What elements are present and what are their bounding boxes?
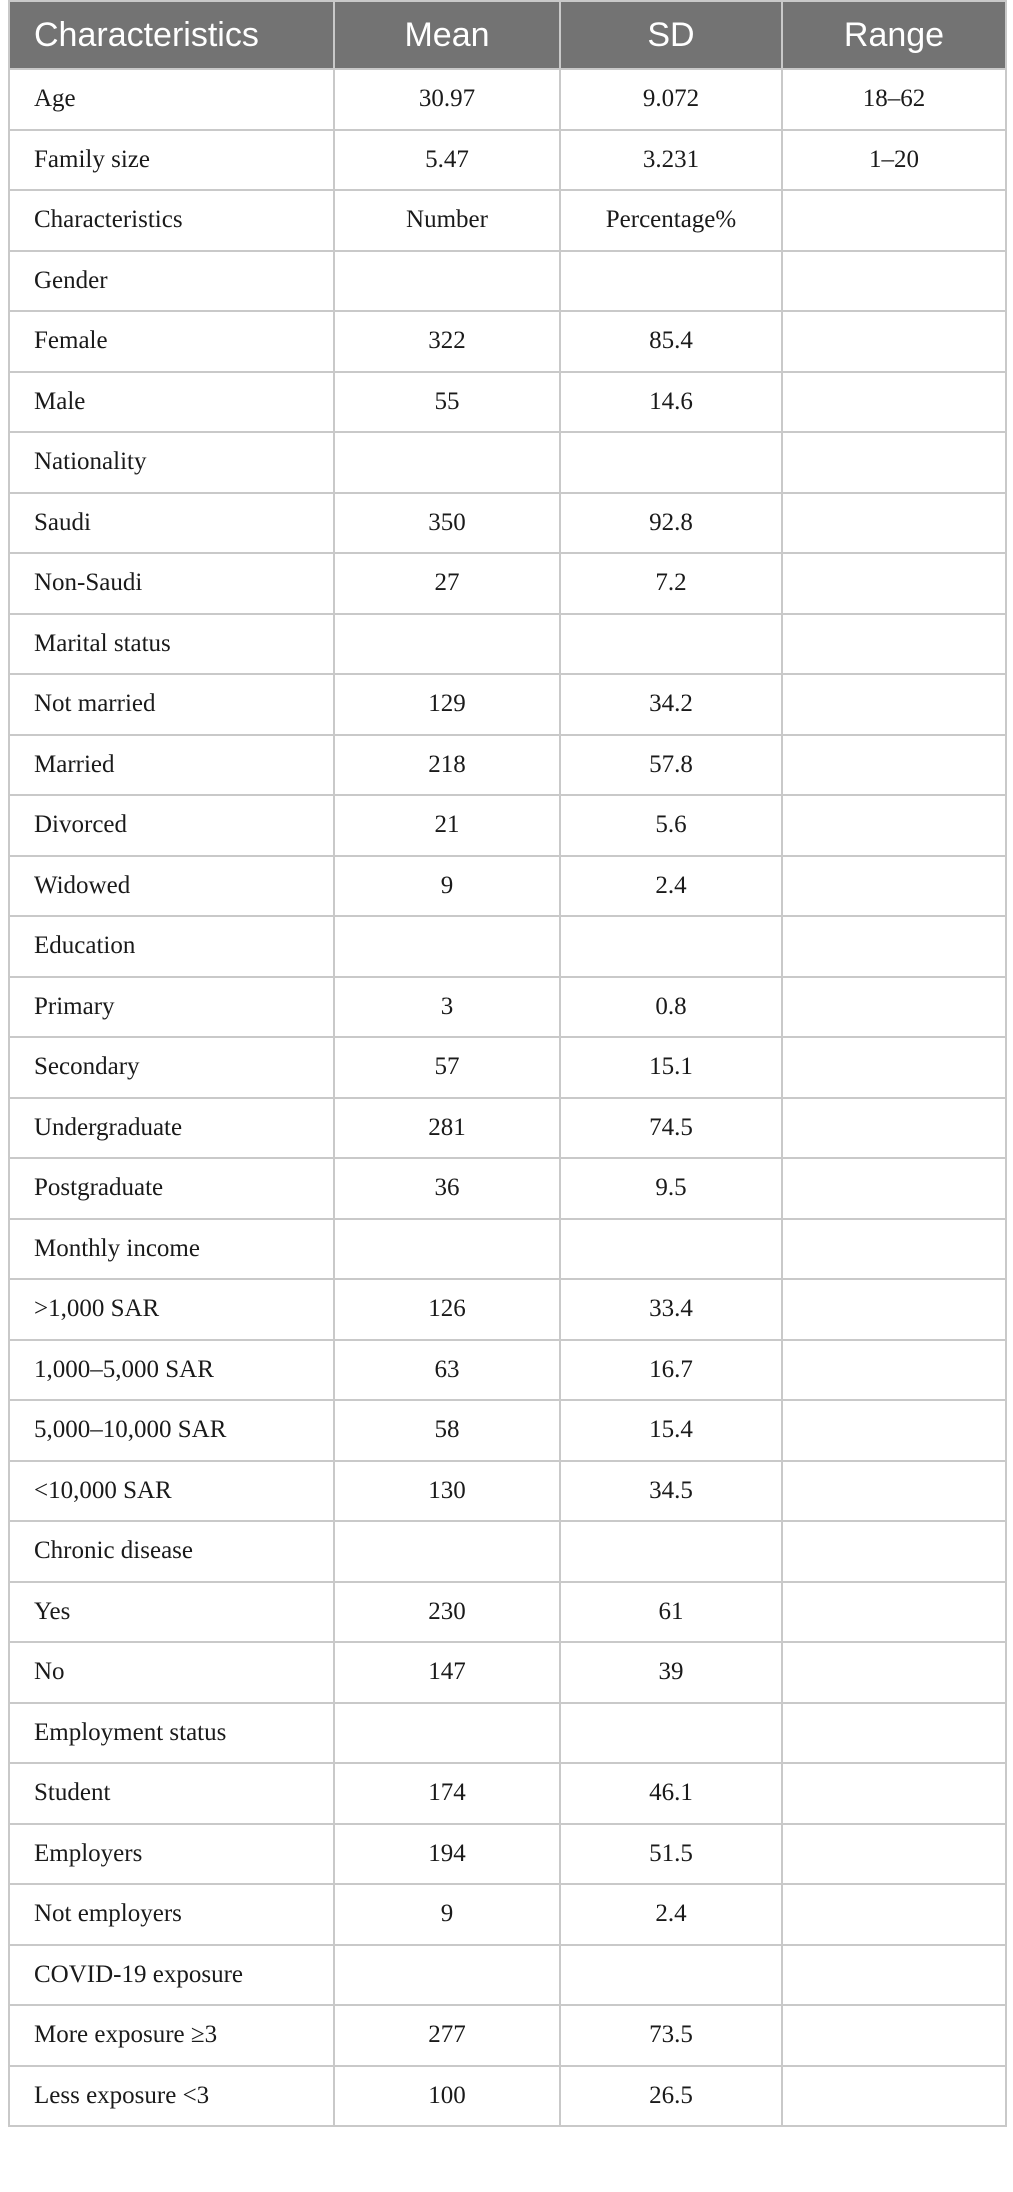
cell-characteristic: Education bbox=[9, 916, 334, 977]
cell-value-2 bbox=[560, 251, 782, 312]
cell-characteristic: Postgraduate bbox=[9, 1158, 334, 1219]
cell-value-2: 51.5 bbox=[560, 1824, 782, 1885]
cell-value-2: 16.7 bbox=[560, 1340, 782, 1401]
cell-characteristic: Employment status bbox=[9, 1703, 334, 1764]
cell-value-3 bbox=[782, 674, 1006, 735]
table-row bbox=[9, 1158, 1006, 1219]
cell-value-2: 0.8 bbox=[560, 977, 782, 1038]
cell-value-1 bbox=[334, 1219, 560, 1280]
cell-value-1: 27 bbox=[334, 553, 560, 614]
cell-value-3 bbox=[782, 1521, 1006, 1582]
table-row bbox=[9, 674, 1006, 735]
table-row bbox=[9, 1400, 1006, 1461]
table-header bbox=[9, 1, 1006, 69]
cell-value-2: 46.1 bbox=[560, 1763, 782, 1824]
cell-characteristic: Widowed bbox=[9, 856, 334, 917]
cell-value-2 bbox=[560, 432, 782, 493]
table-row bbox=[9, 614, 1006, 675]
table-row bbox=[9, 1461, 1006, 1522]
cell-value-1 bbox=[334, 432, 560, 493]
cell-value-2: 14.6 bbox=[560, 372, 782, 433]
cell-value-3 bbox=[782, 1037, 1006, 1098]
cell-value-2 bbox=[560, 916, 782, 977]
cell-value-2: 3.231 bbox=[560, 130, 782, 191]
cell-characteristic: Employers bbox=[9, 1824, 334, 1885]
cell-characteristic: Divorced bbox=[9, 795, 334, 856]
table-row bbox=[9, 1884, 1006, 1945]
cell-value-1: 194 bbox=[334, 1824, 560, 1885]
table-row bbox=[9, 856, 1006, 917]
table-row bbox=[9, 1037, 1006, 1098]
cell-characteristic: Nationality bbox=[9, 432, 334, 493]
cell-value-3 bbox=[782, 1098, 1006, 1159]
cell-value-2: 73.5 bbox=[560, 2005, 782, 2066]
table-row bbox=[9, 916, 1006, 977]
cell-value-1: 174 bbox=[334, 1763, 560, 1824]
cell-value-1: 126 bbox=[334, 1279, 560, 1340]
table-row bbox=[9, 190, 1006, 251]
cell-value-3 bbox=[782, 916, 1006, 977]
cell-characteristic: No bbox=[9, 1642, 334, 1703]
cell-value-3 bbox=[782, 251, 1006, 312]
table-row bbox=[9, 1521, 1006, 1582]
cell-characteristic: Secondary bbox=[9, 1037, 334, 1098]
cell-characteristic: Saudi bbox=[9, 493, 334, 554]
cell-value-1: 9 bbox=[334, 1884, 560, 1945]
cell-value-3: 1–20 bbox=[782, 130, 1006, 191]
cell-characteristic: Not employers bbox=[9, 1884, 334, 1945]
cell-value-3 bbox=[782, 1400, 1006, 1461]
header-range: Range bbox=[782, 1, 1006, 69]
cell-value-2 bbox=[560, 1703, 782, 1764]
cell-value-2: 15.1 bbox=[560, 1037, 782, 1098]
table-row bbox=[9, 1824, 1006, 1885]
cell-value-3 bbox=[782, 614, 1006, 675]
table-row bbox=[9, 493, 1006, 554]
cell-value-1: 281 bbox=[334, 1098, 560, 1159]
cell-value-2: 74.5 bbox=[560, 1098, 782, 1159]
cell-value-2: 9.072 bbox=[560, 69, 782, 130]
cell-value-3 bbox=[782, 1340, 1006, 1401]
table-row bbox=[9, 69, 1006, 130]
cell-value-3 bbox=[782, 1945, 1006, 2006]
cell-value-2: 39 bbox=[560, 1642, 782, 1703]
cell-value-1: 5.47 bbox=[334, 130, 560, 191]
cell-value-1 bbox=[334, 251, 560, 312]
cell-value-3 bbox=[782, 1824, 1006, 1885]
cell-value-1 bbox=[334, 1703, 560, 1764]
cell-value-3 bbox=[782, 311, 1006, 372]
cell-value-3 bbox=[782, 553, 1006, 614]
table-row bbox=[9, 553, 1006, 614]
table-row bbox=[9, 1340, 1006, 1401]
cell-value-2: 34.2 bbox=[560, 674, 782, 735]
table-row bbox=[9, 130, 1006, 191]
cell-value-3 bbox=[782, 372, 1006, 433]
cell-characteristic: Married bbox=[9, 735, 334, 796]
header-mean: Mean bbox=[334, 1, 560, 69]
cell-value-2: Percentage% bbox=[560, 190, 782, 251]
cell-characteristic: Characteristics bbox=[9, 190, 334, 251]
cell-value-1: 218 bbox=[334, 735, 560, 796]
cell-value-2 bbox=[560, 1521, 782, 1582]
cell-value-3 bbox=[782, 1703, 1006, 1764]
table-row bbox=[9, 1945, 1006, 2006]
cell-value-3 bbox=[782, 735, 1006, 796]
table-row bbox=[9, 1219, 1006, 1280]
cell-value-3 bbox=[782, 432, 1006, 493]
cell-value-1: 350 bbox=[334, 493, 560, 554]
cell-value-1: 147 bbox=[334, 1642, 560, 1703]
cell-characteristic: Family size bbox=[9, 130, 334, 191]
cell-value-2: 2.4 bbox=[560, 1884, 782, 1945]
cell-value-3 bbox=[782, 977, 1006, 1038]
cell-characteristic: >1,000 SAR bbox=[9, 1279, 334, 1340]
cell-characteristic: Non-Saudi bbox=[9, 553, 334, 614]
cell-value-1: 21 bbox=[334, 795, 560, 856]
cell-characteristic: 1,000–5,000 SAR bbox=[9, 1340, 334, 1401]
cell-value-1 bbox=[334, 916, 560, 977]
cell-value-2: 5.6 bbox=[560, 795, 782, 856]
cell-value-1: 277 bbox=[334, 2005, 560, 2066]
cell-value-3 bbox=[782, 1158, 1006, 1219]
cell-value-1: 57 bbox=[334, 1037, 560, 1098]
table-row bbox=[9, 1279, 1006, 1340]
table-row bbox=[9, 1763, 1006, 1824]
cell-characteristic: <10,000 SAR bbox=[9, 1461, 334, 1522]
cell-value-3 bbox=[782, 1279, 1006, 1340]
header-sd: SD bbox=[560, 1, 782, 69]
characteristics-table bbox=[8, 0, 1007, 2127]
cell-characteristic: Monthly income bbox=[9, 1219, 334, 1280]
table-row bbox=[9, 311, 1006, 372]
cell-characteristic: Yes bbox=[9, 1582, 334, 1643]
cell-value-1: 36 bbox=[334, 1158, 560, 1219]
cell-characteristic: Gender bbox=[9, 251, 334, 312]
cell-value-1: 58 bbox=[334, 1400, 560, 1461]
table-row bbox=[9, 1642, 1006, 1703]
cell-value-3 bbox=[782, 190, 1006, 251]
cell-value-3 bbox=[782, 2005, 1006, 2066]
cell-characteristic: 5,000–10,000 SAR bbox=[9, 1400, 334, 1461]
cell-value-1 bbox=[334, 1521, 560, 1582]
table-row bbox=[9, 977, 1006, 1038]
cell-value-1: 322 bbox=[334, 311, 560, 372]
cell-characteristic: COVID-19 exposure bbox=[9, 1945, 334, 2006]
cell-value-1: 130 bbox=[334, 1461, 560, 1522]
cell-value-3 bbox=[782, 795, 1006, 856]
cell-value-2: 33.4 bbox=[560, 1279, 782, 1340]
cell-value-1: 100 bbox=[334, 2066, 560, 2127]
characteristics-table-container bbox=[8, 0, 1005, 2127]
cell-value-2: 9.5 bbox=[560, 1158, 782, 1219]
cell-value-3 bbox=[782, 1642, 1006, 1703]
cell-value-1: Number bbox=[334, 190, 560, 251]
cell-characteristic: Chronic disease bbox=[9, 1521, 334, 1582]
cell-value-3 bbox=[782, 493, 1006, 554]
cell-value-3: 18–62 bbox=[782, 69, 1006, 130]
cell-value-3 bbox=[782, 1582, 1006, 1643]
header-characteristics: Characteristics bbox=[9, 1, 334, 69]
cell-characteristic: Primary bbox=[9, 977, 334, 1038]
cell-value-1: 55 bbox=[334, 372, 560, 433]
cell-value-1: 9 bbox=[334, 856, 560, 917]
cell-value-1: 3 bbox=[334, 977, 560, 1038]
table-row bbox=[9, 2066, 1006, 2127]
cell-value-2: 57.8 bbox=[560, 735, 782, 796]
cell-value-3 bbox=[782, 1763, 1006, 1824]
cell-value-2: 61 bbox=[560, 1582, 782, 1643]
cell-characteristic: Male bbox=[9, 372, 334, 433]
cell-value-2: 26.5 bbox=[560, 2066, 782, 2127]
table-row bbox=[9, 372, 1006, 433]
table-row bbox=[9, 251, 1006, 312]
cell-value-3 bbox=[782, 1884, 1006, 1945]
cell-value-2: 7.2 bbox=[560, 553, 782, 614]
cell-value-2: 34.5 bbox=[560, 1461, 782, 1522]
cell-characteristic: Female bbox=[9, 311, 334, 372]
cell-value-1: 230 bbox=[334, 1582, 560, 1643]
table-row bbox=[9, 2005, 1006, 2066]
cell-characteristic: Undergraduate bbox=[9, 1098, 334, 1159]
cell-value-3 bbox=[782, 2066, 1006, 2127]
cell-characteristic: Age bbox=[9, 69, 334, 130]
table-row bbox=[9, 795, 1006, 856]
cell-characteristic: Less exposure <3 bbox=[9, 2066, 334, 2127]
cell-value-3 bbox=[782, 1461, 1006, 1522]
cell-value-2: 2.4 bbox=[560, 856, 782, 917]
cell-value-2 bbox=[560, 1219, 782, 1280]
table-row bbox=[9, 1098, 1006, 1159]
cell-value-2: 15.4 bbox=[560, 1400, 782, 1461]
cell-value-2: 85.4 bbox=[560, 311, 782, 372]
cell-value-3 bbox=[782, 1219, 1006, 1280]
table-row bbox=[9, 432, 1006, 493]
table-body bbox=[9, 69, 1006, 2126]
table-row bbox=[9, 1703, 1006, 1764]
cell-value-2: 92.8 bbox=[560, 493, 782, 554]
table-row bbox=[9, 735, 1006, 796]
cell-value-3 bbox=[782, 856, 1006, 917]
table-row bbox=[9, 1582, 1006, 1643]
header-row bbox=[9, 1, 1006, 69]
cell-value-1 bbox=[334, 614, 560, 675]
cell-value-1: 129 bbox=[334, 674, 560, 735]
cell-value-1 bbox=[334, 1945, 560, 2006]
cell-characteristic: Marital status bbox=[9, 614, 334, 675]
cell-value-2 bbox=[560, 1945, 782, 2006]
cell-value-1: 30.97 bbox=[334, 69, 560, 130]
cell-characteristic: Student bbox=[9, 1763, 334, 1824]
cell-value-1: 63 bbox=[334, 1340, 560, 1401]
cell-characteristic: Not married bbox=[9, 674, 334, 735]
cell-value-2 bbox=[560, 614, 782, 675]
cell-characteristic: More exposure ≥3 bbox=[9, 2005, 334, 2066]
